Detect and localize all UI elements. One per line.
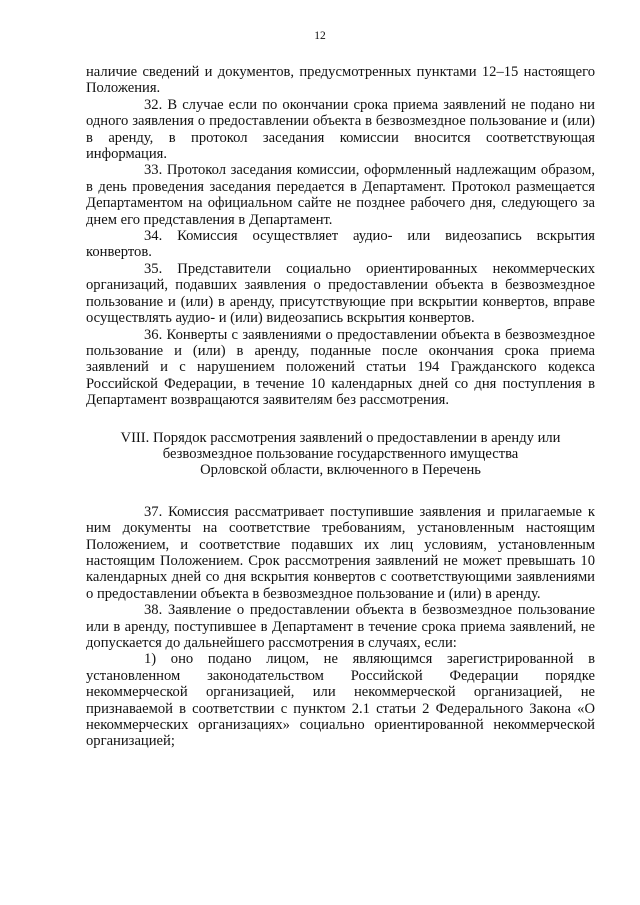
- paragraph-36: 36. Конверты с заявлениями о предоставлении объекта в безвозмездное пользование и (или) в аренду, поданные после окончания срока приема заявлений и с нарушением положений статьи 194 Гражданского кодекса Российской Федерации, в течение 10 календарных дней со дня поступления в Департамент возвращаются заявителям без рассмотрения.: [86, 326, 595, 409]
- paragraph-34: 34. Комиссия осуществляет аудио- или видеозапись вскрытия конвертов.: [86, 228, 595, 261]
- paragraph-32: 32. В случае если по окончании срока приема заявлений не подано ни одного заявления о предоставлении объекта в безвозмездное пользование и (или) в аренду, в протокол заседания комиссии вносится соответствующая информация.: [86, 96, 595, 163]
- paragraph-continuation: наличие сведений и документов, предусмотренных пунктами 12–15 настоящего Положения.: [86, 64, 595, 97]
- section-heading-line-1: VIII. Порядок рассмотрения заявлений о предоставлении в аренду или: [120, 429, 561, 446]
- page-number: 12: [314, 30, 326, 42]
- paragraph-35: 35. Представители социально ориентированных некоммерческих организаций, подавших заявления о предоставлении объекта в безвозмездное пользование и (или) в аренду, присутствующие при вскрытии конвертов, вправе осуществлять аудио- и (или) видеозапись вскрытия конвертов.: [86, 260, 595, 327]
- paragraph-33: 33. Протокол заседания комиссии, оформленный надлежащим образом, в день проведения заседания передается в Департамент. Протокол размещается Департаментом на официальном сайте не позднее рабочего дня, следующего за днем его представления в Департамент.: [86, 162, 595, 228]
- paragraph-38: 38. Заявление о предоставлении объекта в безвозмездное пользование или в аренду, поступившее в Департамент в течение срока приема заявлений, не допускается до дальнейшего рассмотрения в случаях, если:: [86, 602, 595, 651]
- paragraph-38-item-1: 1) оно подано лицом, не являющимся зарегистрированной в установленном законодательством Российской Федерации порядке некоммерческой организацией, или некоммерческой организацией, не признаваемой в соответствии с пунктом 2.1 статьи 2 Федерального Закона «О некоммерческих организациях» социально ориентированной некоммерческой организацией;: [86, 651, 595, 750]
- section-heading-line-3: Орловской области, включенного в Перечень: [200, 462, 481, 479]
- section-heading-line-2: безвозмездное пользование государственного имущества: [162, 445, 519, 462]
- paragraph-37: 37. Комиссия рассматривает поступившие заявления и прилагаемые к ним документы на соответствие требованиям, установленным настоящим Положением, и соответствие подавших их лиц условиям, установленным настоящим Положением. Срок рассмотрения заявлений не может превышать 10 календарных дней со дня вскрытия конвертов с соответствующими заявлениями о предоставлении объекта в безвозмездное пользование и (или) в аренду.: [86, 503, 595, 602]
- page-content: [86, 64, 595, 750]
- section-heading: [86, 430, 595, 479]
